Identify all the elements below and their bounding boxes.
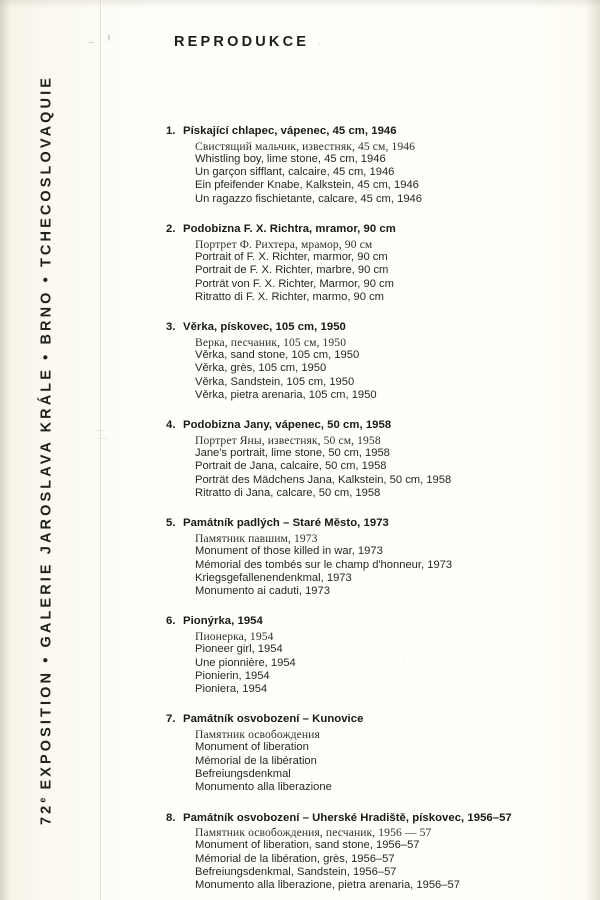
page-title: REPRODUKCE [174, 34, 310, 50]
entry-translation-it: Un ragazzo fischietante, calcare, 45 cm, 1946 [195, 192, 422, 205]
entry-translation-ru: Портрет Ф. Рихтера, мрамор, 90 см [195, 237, 373, 251]
entry-title-czech: Podobizna F. X. Richtra, mramor, 90 cm [183, 223, 396, 236]
entry-heading [166, 321, 586, 335]
entry-number: 5. [166, 517, 176, 530]
entry-translation-ru: Памятник освобождения, песчаник, 1956 — 57 [195, 826, 432, 840]
entry-number: 3. [166, 321, 176, 334]
entry-title-czech: Památník osvobození – Kunovice [183, 713, 364, 726]
spine-ordinal-suffix: e [37, 796, 48, 803]
entry-translation-it: Monumento alla liberazione [195, 781, 332, 794]
entry-translation-en: Pioneer girl, 1954 [195, 643, 283, 656]
entry-heading [166, 615, 586, 629]
entry-translation-de: Kriegsgefallenendenkmal, 1973 [195, 571, 352, 584]
entry-translation-it: Ritratto di F. X. Richter, marmo, 90 cm [195, 290, 384, 303]
entry-number: 7. [166, 713, 176, 726]
entry-translation-fr: Mémorial de la libération, grès, 1956–57 [195, 852, 395, 865]
entry-translation-en: Monument of liberation, sand stone, 1956–57 [195, 839, 420, 852]
entry-heading [166, 812, 586, 826]
entry-translations [195, 826, 586, 892]
entry-translation-fr: Portrait de F. X. Richter, marbre, 90 cm [195, 264, 389, 277]
entry-translation-it: Věrka, pietra arenaria, 105 cm, 1950 [195, 388, 377, 401]
entry-translation-ru: Памятник освобождения [195, 728, 320, 742]
reproduction-entry [166, 223, 586, 304]
scan-speck [108, 34, 110, 41]
entry-translation-de: Porträt von F. X. Richter, Marmor, 90 cm [195, 277, 394, 290]
entry-title-czech: Věrka, pískovec, 105 cm, 1950 [183, 321, 346, 334]
entry-translations [195, 434, 586, 500]
entry-translation-ru: Памятник павшим, 1973 [195, 531, 318, 545]
entry-translation-it: Pioniera, 1954 [195, 683, 268, 696]
entry-number: 4. [166, 419, 176, 432]
entry-translation-fr: Mémorial des tombés sur le champ d'honneur, 1973 [195, 558, 453, 571]
spine-caption-text [38, 10, 55, 890]
reproduction-entry [166, 517, 586, 598]
entry-translation-fr: Portrait de Jana, calcaire, 50 cm, 1958 [195, 460, 387, 473]
entry-heading [166, 713, 586, 727]
entry-heading [166, 125, 586, 139]
entry-translations [195, 140, 586, 206]
reproduction-entry [166, 321, 586, 402]
main-column [166, 0, 586, 900]
entry-title-czech: Pískající chlapec, vápenec, 45 cm, 1946 [183, 125, 397, 137]
reproduction-entry [166, 419, 586, 500]
entry-translations [195, 630, 586, 696]
entry-heading [166, 419, 586, 433]
entry-translation-ru: Портрет Яны, известняк, 50 см, 1958 [195, 433, 381, 447]
entry-translation-ru: Верка, песчаник, 105 см, 1950 [195, 335, 347, 349]
entry-translation-en: Monument of those killed in war, 1973 [195, 545, 383, 558]
reproduction-entry [166, 125, 586, 206]
entry-number: 1. [166, 125, 176, 137]
entry-number: 8. [166, 811, 176, 824]
spine-caption-rest: EXPOSITION • GALERIE JAROSLAVA KRÁLE • BRNO • TCHECOSLOVAQUIE [38, 74, 55, 797]
entry-translation-fr: Mémorial de la libération [195, 754, 317, 767]
scan-speck [97, 438, 108, 439]
spine-exposition-number: 72 [38, 802, 55, 826]
reproductions-list [166, 125, 586, 900]
entry-translation-de: Befreiungsdenkmal [195, 767, 291, 780]
spine-caption [0, 0, 92, 900]
entry-translation-en: Whistling boy, lime stone, 45 cm, 1946 [195, 152, 386, 165]
entry-translations [195, 336, 586, 402]
entry-translation-en: Monument of liberation [195, 741, 309, 754]
entry-translation-en: Portrait of F. X. Richter, marmor, 90 cm [195, 250, 388, 263]
entry-number: 2. [166, 223, 176, 236]
entry-title-czech: Pionýrka, 1954 [183, 615, 263, 628]
entry-translations [195, 238, 586, 304]
reproduction-entry [166, 812, 586, 893]
entry-translation-it: Monumento ai caduti, 1973 [195, 585, 330, 598]
page-fold-highlight [101, 0, 102, 900]
page-right-edge-shadow [586, 0, 600, 900]
entry-title-czech: Památník osvobození – Uherské Hradiště, pískovec, 1956–57 [183, 811, 512, 824]
entry-title-czech: Památník padlých – Staré Město, 1973 [183, 517, 389, 530]
entry-translation-de: Věrka, Sandstein, 105 cm, 1950 [195, 375, 355, 388]
reproduction-entry [166, 713, 586, 794]
scan-speck [96, 430, 105, 431]
entry-translations [195, 532, 586, 598]
entry-translation-fr: Věrka, grès, 105 cm, 1950 [195, 362, 327, 375]
entry-heading [166, 223, 586, 237]
entry-translation-fr: Un garçon sifflant, calcaire, 45 cm, 1946 [195, 166, 395, 179]
entry-translation-ru: Пионерка, 1954 [195, 629, 274, 643]
entry-translation-en: Jane's portrait, lime stone, 50 cm, 1958 [195, 447, 390, 460]
entry-translation-de: Porträt des Mädchens Jana, Kalkstein, 50 cm, 1958 [195, 473, 452, 486]
entry-translations [195, 728, 586, 794]
entry-translation-it: Monumento alla liberazione, pietra arenaria, 1956–57 [195, 879, 460, 892]
entry-translation-it: Ritratto di Jana, calcare, 50 cm, 1958 [195, 487, 381, 500]
entry-translation-de: Ein pfeifender Knabe, Kalkstein, 45 cm, 1946 [195, 179, 419, 192]
entry-translation-ru: Свистящий мальчик, известняк, 45 см, 1946 [195, 139, 416, 153]
entry-translation-fr: Une pionnière, 1954 [195, 656, 296, 669]
entry-number: 6. [166, 615, 176, 628]
entry-translation-en: Věrka, sand stone, 105 cm, 1950 [195, 349, 360, 362]
entry-translation-de: Pionierin, 1954 [195, 669, 270, 682]
entry-title-czech: Podobizna Jany, vápenec, 50 cm, 1958 [183, 419, 392, 432]
entry-translation-de: Befreiungsdenkmal, Sandstein, 1956–57 [195, 866, 397, 879]
entry-heading [166, 517, 586, 531]
reproduction-entry [166, 615, 586, 696]
